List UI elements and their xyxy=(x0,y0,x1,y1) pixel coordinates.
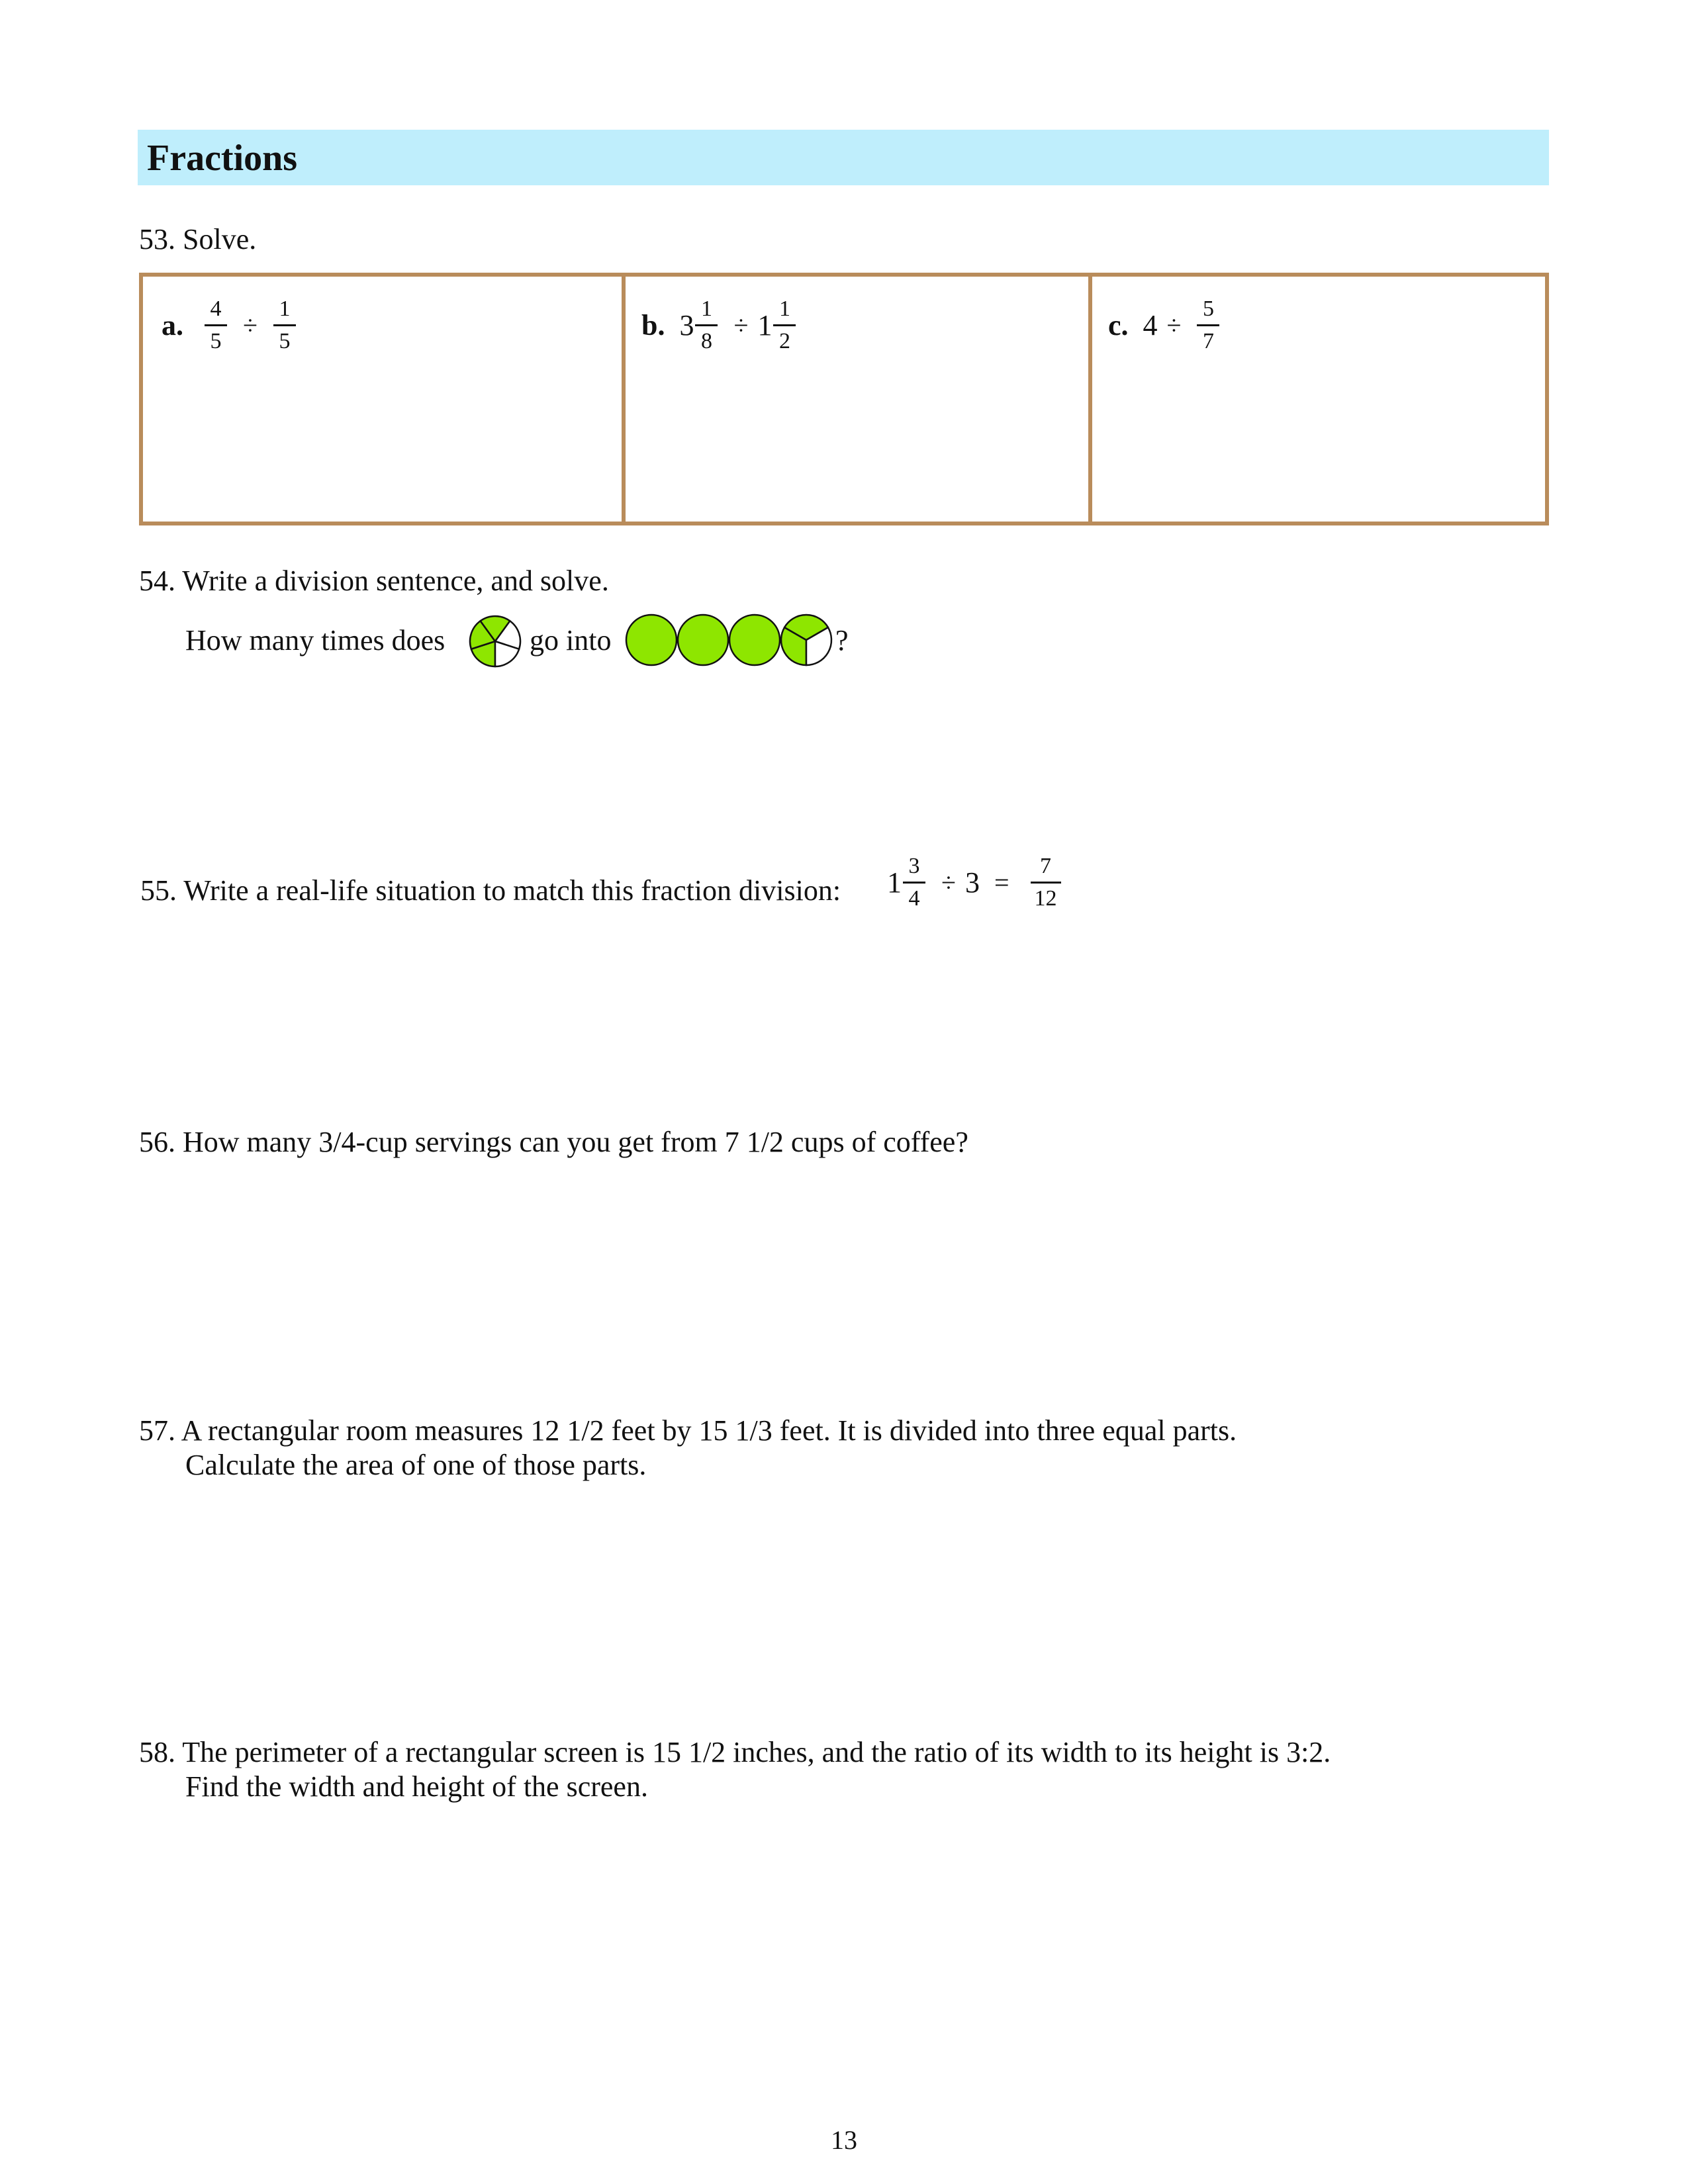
denominator: 8 xyxy=(700,329,712,353)
whole-number: 1 xyxy=(887,866,902,899)
numerator: 4 xyxy=(210,296,222,321)
fraction xyxy=(773,296,796,354)
question-text: Write a real-life situation to match this fraction division: xyxy=(183,874,841,907)
numerator: 5 xyxy=(1202,296,1214,321)
fraction-bar xyxy=(695,324,718,326)
question-56 xyxy=(139,1125,968,1160)
fraction-bar xyxy=(773,324,796,326)
fraction-bar xyxy=(273,324,296,326)
problem-label: b. xyxy=(641,309,665,341)
question-number: 53. xyxy=(139,223,175,255)
whole-circle-2 xyxy=(678,615,728,665)
question-text: Write a division sentence, and solve. xyxy=(182,565,609,597)
divisor: 3 xyxy=(964,866,980,899)
q54-prompt-end: ? xyxy=(835,624,849,657)
question-54 xyxy=(139,564,609,598)
fraction-bar xyxy=(205,324,227,326)
problem-b xyxy=(641,296,802,354)
numerator: 1 xyxy=(700,296,712,321)
numerator: 7 xyxy=(1040,854,1052,878)
problem-boxes xyxy=(139,273,1549,525)
denominator: 4 xyxy=(908,886,920,911)
divide-sign: ÷ xyxy=(941,868,956,897)
fraction-bar xyxy=(1197,324,1219,326)
fraction xyxy=(903,854,925,911)
divide-sign: ÷ xyxy=(243,310,258,340)
divide-sign: ÷ xyxy=(733,310,749,340)
question-number: 54. xyxy=(139,565,175,597)
problem-box-c[interactable] xyxy=(1088,277,1545,522)
q55-equation xyxy=(887,854,1068,911)
numerator: 1 xyxy=(778,296,790,321)
numerator: 1 xyxy=(279,296,291,321)
problem-box-b[interactable] xyxy=(622,277,1088,522)
fraction-bar xyxy=(903,882,925,884)
denominator: 2 xyxy=(778,329,790,353)
denominator: 5 xyxy=(210,329,222,353)
question-text-line-1: The perimeter of a rectangular screen is 15 1/2 inches, and the ratio of its width to its height is 3:2. xyxy=(182,1736,1331,1768)
section-title: Fractions xyxy=(147,138,298,179)
question-53 xyxy=(139,222,256,257)
whole-number: 3 xyxy=(679,309,694,341)
pie-chart xyxy=(470,616,520,666)
question-number: 58. xyxy=(139,1736,175,1768)
circle-group xyxy=(626,615,831,665)
question-58 xyxy=(139,1735,1331,1770)
equals-sign: = xyxy=(994,868,1009,897)
q54-prompt-start: How many times does xyxy=(185,624,445,657)
question-number: 57. xyxy=(139,1414,175,1447)
problem-box-a[interactable] xyxy=(143,277,622,522)
fraction xyxy=(205,296,227,354)
fraction xyxy=(695,296,718,354)
problem-a xyxy=(162,296,303,354)
question-number: 56. xyxy=(139,1126,175,1158)
problem-c xyxy=(1108,296,1226,354)
question-text: Solve. xyxy=(183,223,257,255)
page-number: 13 xyxy=(831,2125,857,2155)
fraction xyxy=(1031,854,1061,911)
question-text-line-1: A rectangular room measures 12 1/2 feet by 15 1/3 feet. It is divided into three equal parts. xyxy=(181,1414,1237,1447)
denominator: 12 xyxy=(1034,886,1057,911)
fraction xyxy=(273,296,296,354)
problem-label: a. xyxy=(162,309,183,341)
fraction-bar xyxy=(1031,882,1061,884)
problem-label: c. xyxy=(1108,309,1129,341)
fraction xyxy=(1197,296,1219,354)
question-number: 55. xyxy=(140,874,177,907)
denominator: 7 xyxy=(1202,329,1214,353)
whole-circle-1 xyxy=(626,615,677,665)
dividend-circles-icon xyxy=(625,612,837,668)
question-text: How many 3/4-cup servings can you get from 7 1/2 cups of coffee? xyxy=(183,1126,968,1158)
whole-number: 1 xyxy=(757,309,773,341)
section-header-bar xyxy=(138,130,1549,185)
question-57 xyxy=(139,1414,1237,1448)
fraction-circle-icon xyxy=(467,614,523,669)
question-text-line-2: Find the width and height of the screen. xyxy=(185,1770,648,1803)
whole-number: 4 xyxy=(1143,309,1158,341)
question-text-line-2: Calculate the area of one of those parts. xyxy=(185,1449,647,1481)
denominator: 5 xyxy=(279,329,291,353)
whole-circle-3 xyxy=(729,615,780,665)
question-55 xyxy=(140,874,841,908)
divide-sign: ÷ xyxy=(1166,310,1182,340)
q54-prompt-mid: go into xyxy=(530,624,612,657)
numerator: 3 xyxy=(908,854,920,878)
